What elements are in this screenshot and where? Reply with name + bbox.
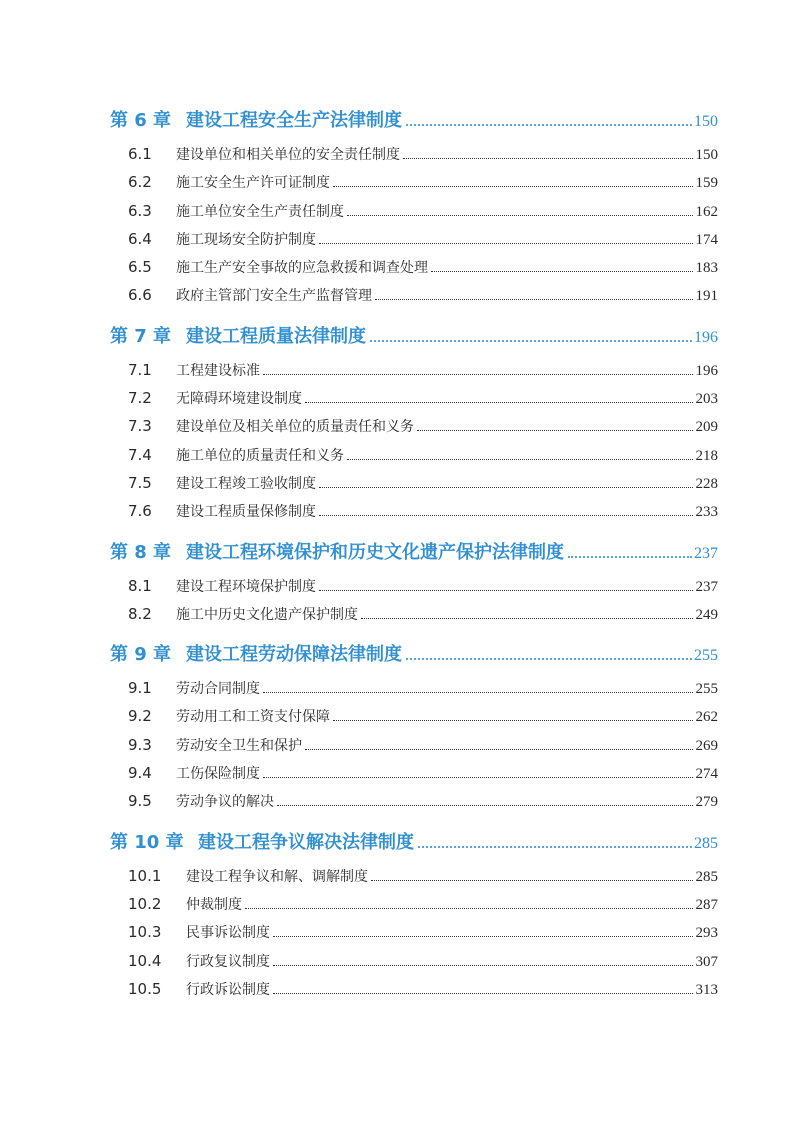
- section-number: 6.1: [128, 145, 152, 163]
- section-entry[interactable]: [110, 922, 718, 950]
- dot-leader: [263, 374, 693, 375]
- section-entry[interactable]: [110, 201, 718, 229]
- section-list: [110, 678, 718, 819]
- section-title: 建设单位及相关单位的质量责任和义务: [176, 419, 414, 436]
- dot-leader: [347, 215, 693, 216]
- section-page: 249: [695, 606, 718, 623]
- section-entry[interactable]: [110, 576, 718, 604]
- table-of-contents: [110, 106, 718, 1007]
- section-page: 293: [695, 925, 718, 942]
- dot-leader: [319, 515, 693, 516]
- section-list: [110, 144, 718, 314]
- section-entry[interactable]: [110, 866, 718, 894]
- section-title: 政府主管部门安全生产监督管理: [176, 288, 372, 305]
- section-entry[interactable]: [110, 285, 718, 313]
- dot-leader: [263, 777, 693, 778]
- section-title: 民事诉讼制度: [186, 925, 270, 942]
- section-page: 196: [695, 362, 718, 379]
- section-title: 建设工程竣工验收制度: [176, 475, 316, 492]
- section-number: 8.1: [128, 576, 152, 595]
- dot-leader: [319, 243, 693, 244]
- section-entry[interactable]: [110, 979, 718, 1007]
- section-entry[interactable]: [110, 706, 718, 734]
- section-number: 6.5: [128, 258, 152, 277]
- section-page: 255: [695, 681, 718, 698]
- section-title: 行政诉讼制度: [186, 981, 270, 998]
- chapter-number: 第 7 章: [110, 325, 172, 347]
- chapter-title: 建设工程质量法律制度: [186, 325, 366, 347]
- section-page: 174: [695, 231, 718, 248]
- chapter-heading[interactable]: [110, 828, 718, 858]
- section-entry[interactable]: [110, 951, 718, 979]
- chapter-8: [110, 538, 718, 633]
- dot-leader: [273, 965, 693, 966]
- chapter-heading[interactable]: [110, 322, 718, 352]
- section-title: 行政复议制度: [186, 953, 270, 970]
- section-page: 191: [695, 288, 718, 305]
- section-page: 183: [695, 260, 718, 277]
- dot-leader: [375, 299, 693, 300]
- section-entry[interactable]: [110, 604, 718, 632]
- section-title: 施工单位的质量责任和义务: [176, 447, 344, 464]
- section-entry[interactable]: [110, 172, 718, 200]
- section-title: 建设工程质量保修制度: [176, 504, 316, 521]
- dot-leader: [568, 556, 692, 558]
- section-list: [110, 360, 718, 530]
- dot-leader: [319, 487, 693, 488]
- section-title: 施工安全生产许可证制度: [176, 175, 330, 192]
- dot-leader: [245, 908, 693, 909]
- dot-leader: [406, 124, 692, 126]
- section-page: 262: [695, 709, 718, 726]
- section-title: 施工单位安全生产责任制度: [176, 203, 344, 220]
- section-number: 10.5: [128, 979, 162, 998]
- chapter-page: 196: [694, 328, 718, 346]
- section-page: 313: [695, 981, 718, 998]
- dot-leader: [319, 590, 693, 591]
- dot-leader: [305, 749, 693, 750]
- section-number: 6.2: [128, 173, 152, 192]
- chapter-number: 第 10 章: [110, 831, 184, 853]
- section-entry[interactable]: [110, 229, 718, 257]
- dot-leader: [371, 880, 693, 881]
- section-title: 劳动合同制度: [176, 681, 260, 698]
- section-title: 仲裁制度: [186, 896, 242, 913]
- section-entry[interactable]: [110, 894, 718, 922]
- section-title: 建设工程环境保护制度: [176, 578, 316, 595]
- section-entry[interactable]: [110, 416, 718, 444]
- chapter-10: [110, 828, 718, 1007]
- dot-leader: [305, 402, 693, 403]
- dot-leader: [403, 158, 693, 159]
- chapter-number: 第 6 章: [110, 110, 172, 131]
- chapter-title: 建设工程劳动保障法律制度: [186, 644, 402, 666]
- section-page: 307: [695, 953, 718, 970]
- section-entry[interactable]: [110, 473, 718, 501]
- chapter-page: 150: [694, 113, 718, 130]
- section-page: 159: [695, 175, 718, 192]
- section-title: 施工生产安全事故的应急救援和调查处理: [176, 260, 428, 277]
- dot-leader: [347, 459, 693, 460]
- section-number: 6.6: [128, 286, 152, 305]
- section-list: [110, 866, 718, 1007]
- section-entry[interactable]: [110, 763, 718, 791]
- section-entry[interactable]: [110, 388, 718, 416]
- chapter-7: [110, 322, 718, 530]
- chapter-6: [110, 106, 718, 314]
- section-entry[interactable]: [110, 445, 718, 473]
- section-page: 162: [695, 203, 718, 220]
- dot-leader: [361, 618, 693, 619]
- dot-leader: [263, 692, 693, 693]
- section-page: 150: [695, 147, 718, 163]
- section-entry[interactable]: [110, 360, 718, 388]
- dot-leader: [370, 340, 692, 342]
- section-page: 274: [695, 766, 718, 783]
- section-number: 7.2: [128, 389, 152, 408]
- section-number: 6.4: [128, 229, 152, 248]
- section-title: 施工现场安全防护制度: [176, 231, 316, 248]
- section-number: 9.4: [128, 764, 152, 783]
- section-page: 203: [695, 391, 718, 408]
- chapter-heading[interactable]: [110, 106, 718, 136]
- section-number: 6.3: [128, 201, 152, 220]
- section-page: 287: [695, 896, 718, 913]
- section-number: 10.4: [128, 951, 162, 970]
- section-page: 285: [695, 868, 718, 885]
- section-entry[interactable]: [110, 791, 718, 819]
- chapter-page: 237: [694, 544, 718, 562]
- section-number: 9.2: [128, 707, 152, 726]
- section-list: [110, 576, 718, 633]
- chapter-9: [110, 640, 718, 819]
- section-title: 工程建设标准: [176, 362, 260, 379]
- section-title: 建设工程争议和解、调解制度: [186, 868, 368, 885]
- section-page: 228: [695, 475, 718, 492]
- section-page: 233: [695, 504, 718, 521]
- chapter-page: 255: [694, 647, 718, 665]
- chapter-heading[interactable]: [110, 640, 718, 670]
- section-number: 9.5: [128, 792, 152, 811]
- section-number: 7.6: [128, 502, 152, 521]
- section-number: 7.3: [128, 417, 152, 436]
- section-page: 209: [695, 419, 718, 436]
- chapter-heading[interactable]: [110, 538, 718, 568]
- section-title: 施工中历史文化遗产保护制度: [176, 606, 358, 623]
- dot-leader: [333, 186, 693, 187]
- chapter-title: 建设工程安全生产法律制度: [186, 110, 402, 131]
- section-page: 279: [695, 794, 718, 811]
- dot-leader: [406, 658, 692, 660]
- section-page: 269: [695, 737, 718, 754]
- chapter-number: 第 8 章: [110, 541, 172, 563]
- chapter-title: 建设工程争议解决法律制度: [198, 831, 414, 853]
- section-number: 7.1: [128, 360, 152, 379]
- chapter-page: 285: [694, 834, 718, 852]
- section-title: 劳动争议的解决: [176, 794, 274, 811]
- section-number: 7.5: [128, 473, 152, 492]
- section-title: 建设单位和相关单位的安全责任制度: [176, 147, 400, 163]
- dot-leader: [273, 936, 693, 937]
- section-number: 10.1: [128, 866, 162, 885]
- section-entry[interactable]: [110, 735, 718, 763]
- section-title: 劳动用工和工资支付保障: [176, 709, 330, 726]
- section-number: 8.2: [128, 604, 152, 623]
- section-number: 7.4: [128, 445, 152, 464]
- dot-leader: [273, 993, 693, 994]
- section-title: 劳动安全卫生和保护: [176, 737, 302, 754]
- section-title: 无障碍环境建设制度: [176, 391, 302, 408]
- section-entry[interactable]: [110, 678, 718, 706]
- section-number: 9.3: [128, 735, 152, 754]
- section-title: 工伤保险制度: [176, 766, 260, 783]
- dot-leader: [431, 271, 693, 272]
- section-entry[interactable]: [110, 501, 718, 529]
- dot-leader: [418, 846, 692, 848]
- section-entry[interactable]: [110, 257, 718, 285]
- section-number: 10.2: [128, 894, 162, 913]
- section-page: 218: [695, 447, 718, 464]
- dot-leader: [333, 720, 693, 721]
- dot-leader: [277, 805, 693, 806]
- chapter-number: 第 9 章: [110, 644, 172, 666]
- section-page: 237: [695, 578, 718, 595]
- chapter-title: 建设工程环境保护和历史文化遗产保护法律制度: [186, 541, 564, 563]
- section-number: 9.1: [128, 679, 152, 698]
- dot-leader: [417, 430, 693, 431]
- section-entry[interactable]: [110, 144, 718, 172]
- section-number: 10.3: [128, 923, 162, 942]
